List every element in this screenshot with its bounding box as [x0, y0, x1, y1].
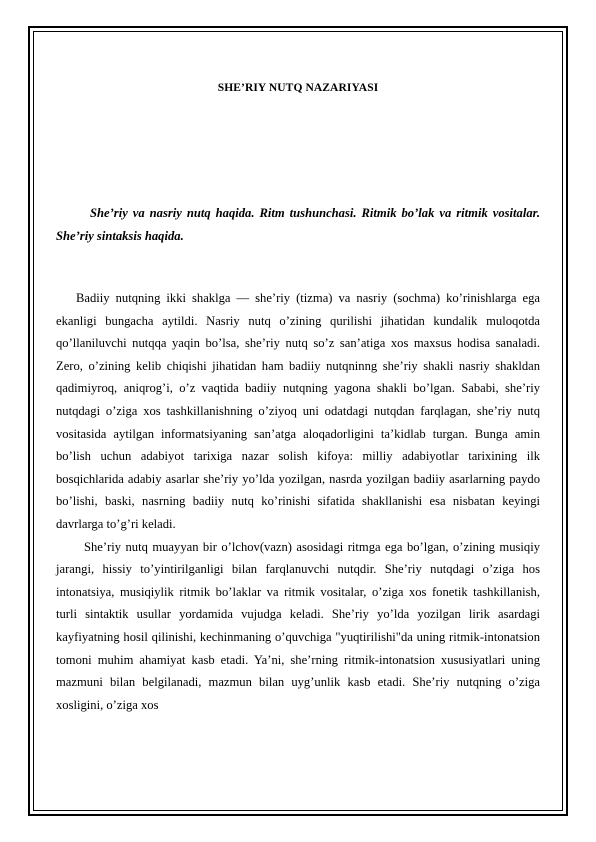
paragraph-2: She’riy nutq muayyan bir o’lchov(vazn) asosidagi ritmga ega bo’lgan, o’zining musiqiy jarangi, hissiy to’yintirilganligi bilan farqlanuvchi nutqdir. She’riy nutqdagi o’ziga hos intonatsiya, musiqiylik ritmik bo’laklar va ritmik vositalar, o’ziga xos fonetik tashkillanish, turli sintaktik usullar yordamida vujudga keladi. She’riy yo’lda yozilgan lirik asardagi kayfiyatning hosil qilinishi, kechinmaning o’quvchiga "yuqtirilishi"da uning ritmik-intonatsion tomoni muhim ahamiyat kasb etadi. Ya’ni, she’rning ritmik-intonatsion xususiyatlari uning mazmuni bilan belgilanadi, mazmun bilan uyg’unlik kasb etadi. She’riy nutqning o’ziga xosligini, o’ziga xos	[56, 539, 540, 712]
document-subtitle: She’riy va nasriy nutq haqida. Ritm tushunchasi. Ritmik bo’lak va ritmik vositalar. She’riy sintaksis haqida.	[56, 206, 540, 243]
document-title: SHE’RIY NUTQ NAZARIYASI	[217, 82, 379, 94]
document-body	[56, 287, 540, 716]
paragraph-1: Badiiy nutqning ikki shaklga — she’riy (tizma) va nasriy (sochma) ko’rinishlarga ega ekanligi bungacha aytildi. Nasriy nutq o’zining qurilishi jihatidan kundalik muloqotda qo’llaniluvchi nutqqa yaqin bo’lsa, she’riy nutq so’z san’atiga xos maxsus hodisa sanaladi. Zero, o’zining kelib chiqishi jihatidan ham badiiy nutqninng she’riy shakli nasriy shakldan qadimiyroq, aniqrog’i, o’z vaqtida badiiy nutqning yagona shakli bo’lgan. Sababi, she’riy nutqdagi o’ziga xos tashkillanishning o’ziyoq uni odatdagi nutqdan farqlagan, she’riy nutq vositasida aytilgan informatsiyaning san’atga aloqadorligini ta’kidlab turgan. Bunga amin bo’lish uchun adabiyot tarixiga nazar solish kifoya: milliy adabiyotlar tarixining ilk bosqichlarida adabiy asarlar she’riy yo’lda yozilgan, nasrda yozilgan badiiy asarlarning paydo bo’lishi, baski, nasrning badiiy nutq ko’rinishi sifatida shakllanishi esa nisbatan keyingi davrlarga to’g’ri keladi.	[56, 291, 540, 531]
